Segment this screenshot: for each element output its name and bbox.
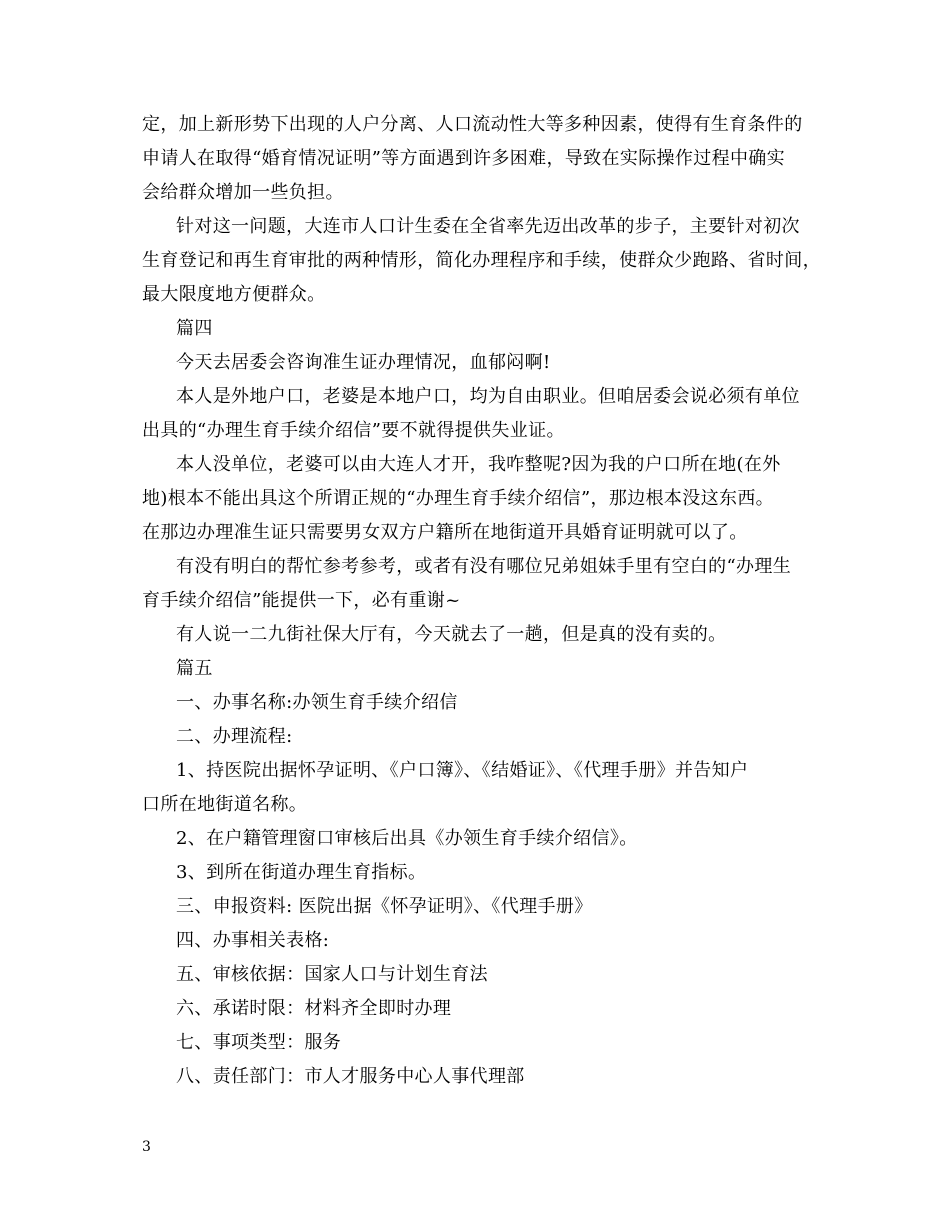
list-item: 六、承诺时限：材料齐全即时办理 xyxy=(176,998,452,1019)
text-line: 会给群众增加一些负担。 xyxy=(142,182,344,203)
section-heading: 篇四 xyxy=(176,318,213,339)
page-number: 3 xyxy=(142,1139,151,1155)
text-line: 申请人在取得“婚育情况证明”等方面遇到许多困难，导致在实际操作过程中确实 xyxy=(142,148,786,169)
list-item: 2、在户籍管理窗口审核后出具《办领生育手续介绍信》。 xyxy=(176,828,638,849)
list-item: 3、到所在街道办理生育指标。 xyxy=(176,862,427,883)
text-line: 有没有明白的帮忙参考参考，或者有没有哪位兄弟姐妹手里有空白的“办理生 xyxy=(176,556,792,577)
text-line: 最大限度地方便群众。 xyxy=(142,284,326,305)
text-line: 今天去居委会咨询准生证办理情况，血郁闷啊! xyxy=(176,352,551,373)
text-line: 出具的“办理生育手续介绍信”要不就得提供失业证。 xyxy=(142,420,565,441)
text-line: 生育登记和再生育审批的两种情形，简化办理程序和手续，使群众少跑路、省时间， xyxy=(142,250,821,271)
text-line: 本人是外地户口，老婆是本地户口，均为自由职业。但咱居委会说必须有单位 xyxy=(176,386,800,407)
text-line: 在那边办理准生证只需要男女双方户籍所在地街道开具婚育证明就可以了。 xyxy=(142,522,748,543)
list-item: 三、申报资料: 医院出据《怀孕证明》、《代理手册》 xyxy=(176,896,593,917)
list-item: 1、持医院出据怀孕证明、《户口簿》、《结婚证》、《代理手册》并告知户 xyxy=(176,760,749,781)
list-item: 五、审核依据：国家人口与计划生育法 xyxy=(176,964,488,985)
section-heading: 篇五 xyxy=(176,658,213,679)
list-item: 四、办事相关表格: xyxy=(176,930,330,951)
list-item: 七、事项类型：服务 xyxy=(176,1032,342,1053)
text-line: 口所在地街道名称。 xyxy=(142,794,308,815)
text-line: 育手续介绍信”能提供一下，必有重谢~ xyxy=(142,590,461,611)
text-line: 定，加上新形势下出现的人户分离、人口流动性大等多种因素，使得有生育条件的 xyxy=(142,114,803,135)
text-line: 有人说一二九街社保大厅有，今天就去了一趟，但是真的没有卖的。 xyxy=(176,624,727,645)
list-item: 二、办理流程: xyxy=(176,726,293,747)
text-line: 针对这一问题，大连市人口计生委在全省率先迈出改革的步子，主要针对初次 xyxy=(176,216,800,237)
list-item: 八、责任部门：市人才服务中心人事代理部 xyxy=(176,1066,525,1087)
text-line: 本人没单位，老婆可以由大连人才开，我咋整呢?因为我的户口所在地(在外 xyxy=(176,454,781,475)
text-line: 地)根本不能出具这个所谓正规的“办理生育手续介绍信”，那边根本没这东西。 xyxy=(142,488,775,509)
list-item: 一、办事名称:办领生育手续介绍信 xyxy=(176,692,458,713)
